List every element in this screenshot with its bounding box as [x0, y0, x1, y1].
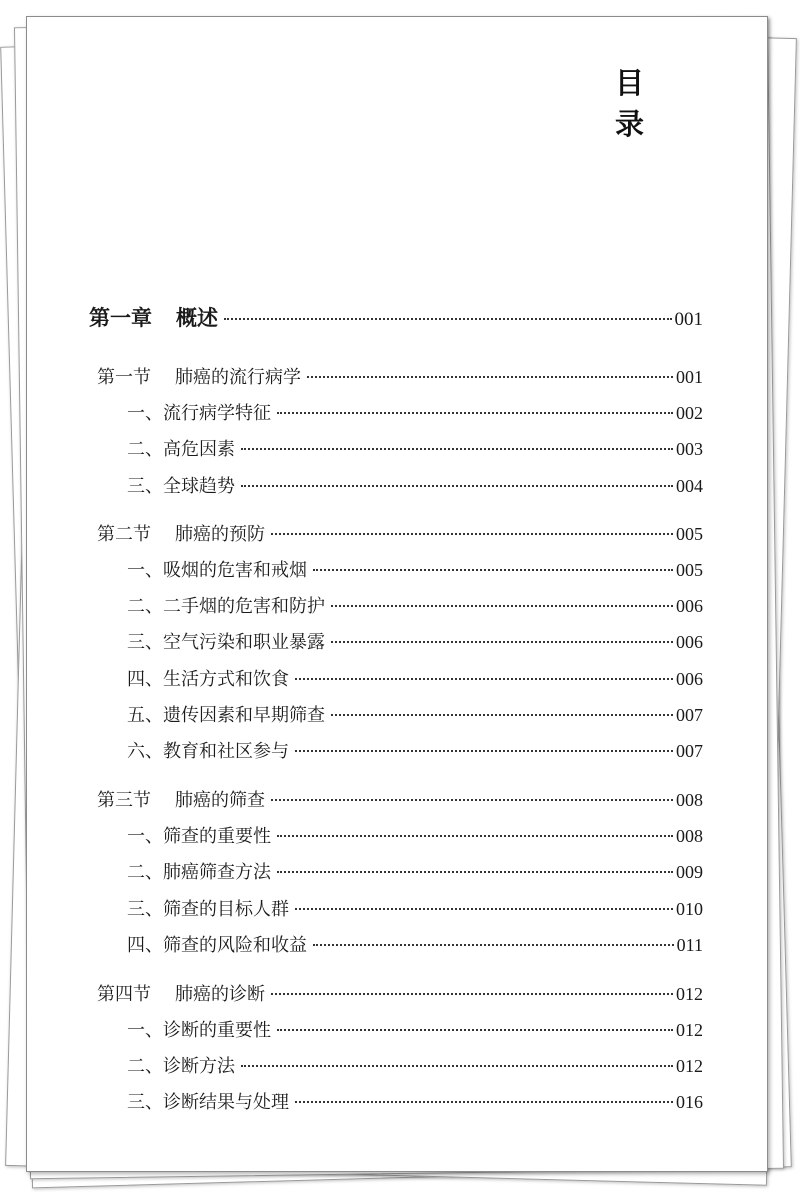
page-number: 011 [676, 935, 703, 955]
page-number: 008 [676, 826, 703, 846]
toc-item-entry[interactable] [127, 665, 703, 691]
section-label: 第三节 肺癌的筛查 [97, 790, 265, 811]
toc-chapter-entry[interactable] [89, 302, 703, 332]
dot-leader [277, 835, 673, 837]
dot-leader [313, 569, 673, 571]
chapter-number: 第一章 [89, 305, 152, 330]
page-number: 002 [676, 403, 703, 423]
item-label: 一、筛查的重要性 [127, 826, 271, 847]
page-number: 003 [676, 439, 703, 459]
item-label: 二、肺癌筛查方法 [127, 862, 271, 883]
toc-section-entry[interactable] [97, 363, 703, 389]
chapter-title: 概述 [176, 305, 218, 330]
item-label: 三、全球趋势 [127, 476, 235, 497]
page-number: 006 [676, 669, 703, 689]
item-label: 二、二手烟的危害和防护 [127, 596, 325, 617]
toc-item-entry[interactable] [127, 895, 703, 921]
dot-leader [307, 376, 673, 378]
toc-item-entry[interactable] [127, 472, 703, 498]
item-label: 五、遗传因素和早期筛查 [127, 705, 325, 726]
toc-item-entry[interactable] [127, 1088, 703, 1114]
section-label: 第二节 肺癌的预防 [97, 524, 265, 545]
page-number: 001 [674, 309, 703, 330]
toc-item-entry[interactable] [127, 701, 703, 727]
toc-item-entry[interactable] [127, 1052, 703, 1078]
item-label: 三、筛查的目标人群 [127, 899, 289, 920]
section-label: 第四节 肺癌的诊断 [97, 984, 265, 1005]
item-label: 一、诊断的重要性 [127, 1020, 271, 1041]
toc-item-entry[interactable] [127, 1016, 703, 1042]
toc-item-entry[interactable] [127, 822, 703, 848]
toc-item-entry[interactable] [127, 592, 703, 618]
page-number: 012 [676, 1056, 703, 1076]
page-number: 006 [676, 632, 703, 652]
chapter-label [89, 302, 218, 332]
page-number: 005 [676, 560, 703, 580]
toc-section-entry[interactable] [97, 980, 703, 1006]
toc-item-entry[interactable] [127, 399, 703, 425]
item-label: 二、诊断方法 [127, 1056, 235, 1077]
dot-leader [271, 533, 673, 535]
page-number: 004 [676, 476, 703, 496]
item-label: 二、高危因素 [127, 439, 235, 460]
section-label: 第一节 肺癌的流行病学 [97, 367, 301, 388]
page-number: 006 [676, 596, 703, 616]
page-number: 012 [676, 1020, 703, 1040]
page-title: 目 录 [615, 66, 673, 141]
dot-leader [277, 1029, 673, 1031]
dot-leader [241, 448, 673, 450]
dot-leader [313, 944, 674, 946]
toc-section-entry[interactable] [97, 786, 703, 812]
dot-leader [295, 1101, 673, 1103]
page-number: 007 [676, 705, 703, 725]
dot-leader [271, 993, 673, 995]
page-number: 005 [676, 524, 703, 544]
item-label: 六、教育和社区参与 [127, 741, 289, 762]
item-label: 三、空气污染和职业暴露 [127, 632, 325, 653]
toc-item-entry[interactable] [127, 858, 703, 884]
dot-leader [277, 412, 673, 414]
toc-section-entry[interactable] [97, 520, 703, 546]
dot-leader [224, 318, 672, 320]
toc-item-entry[interactable] [127, 628, 703, 654]
item-label: 四、生活方式和饮食 [127, 669, 289, 690]
dot-leader [241, 485, 673, 487]
item-label: 四、筛查的风险和收益 [127, 935, 307, 956]
toc-item-entry[interactable] [127, 737, 703, 763]
page-number: 009 [676, 862, 703, 882]
dot-leader [295, 678, 673, 680]
item-label: 三、诊断结果与处理 [127, 1092, 289, 1113]
toc-item-entry[interactable] [127, 435, 703, 461]
toc-item-entry[interactable] [127, 556, 703, 582]
page-number: 001 [676, 367, 703, 387]
dot-leader [331, 714, 673, 716]
page-number: 016 [676, 1092, 703, 1112]
toc-page [26, 16, 768, 1172]
dot-leader [295, 908, 673, 910]
dot-leader [295, 750, 673, 752]
page-number: 008 [676, 790, 703, 810]
page-number: 012 [676, 984, 703, 1004]
dot-leader [277, 871, 673, 873]
dot-leader [271, 799, 673, 801]
dot-leader [331, 641, 673, 643]
dot-leader [241, 1065, 673, 1067]
dot-leader [331, 605, 673, 607]
item-label: 一、吸烟的危害和戒烟 [127, 560, 307, 581]
page-number: 010 [676, 899, 703, 919]
toc-item-entry[interactable] [127, 931, 703, 957]
item-label: 一、流行病学特征 [127, 403, 271, 424]
page-number: 007 [676, 741, 703, 761]
